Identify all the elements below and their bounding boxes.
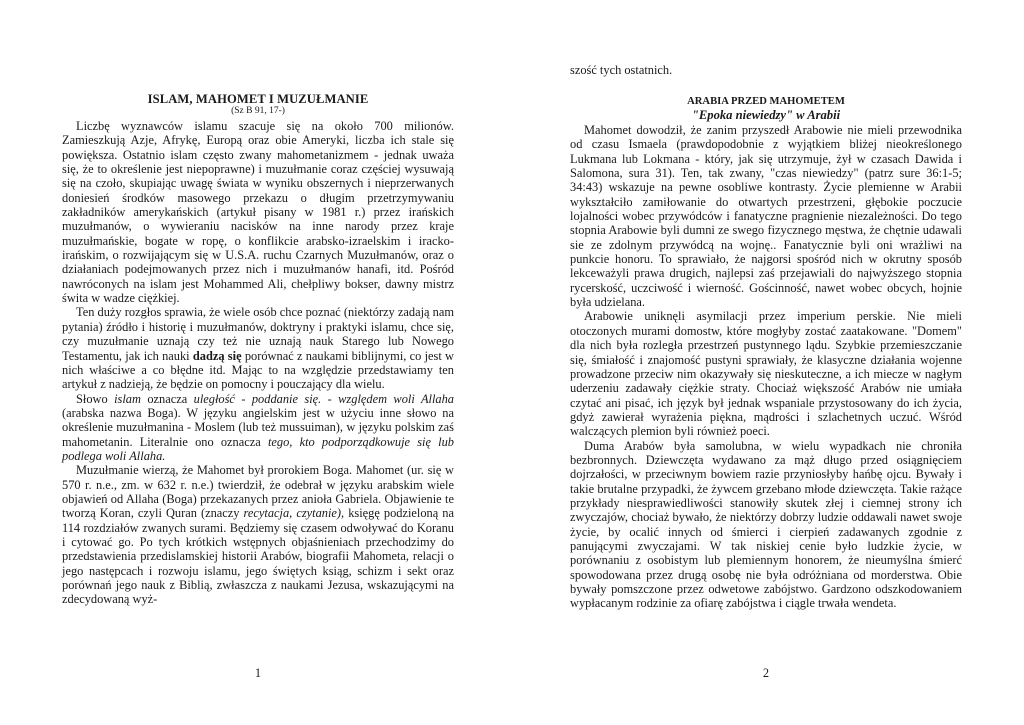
article-title: ISLAM, MAHOMET I MUZUŁMANIE bbox=[147, 92, 369, 106]
paragraph: Muzułmanie wierzą, że Mahomet był prorokiem Boga. Mahomet (ur. się w 570 r. n.e., zm. w 632 r. n.e.) twierdził, że odebrał w języku arabskim wiele objawień od Allaha (Boga) przekazanych przez anioła Gabriela. Objawienie te tworzą Koran, czyli Quran (znaczy recytacja, czytanie), księgę podzieloną na 114 rozdziałów zwanych surami. Będziemy się czasem odwoływać do Koranu i cytować go. Po tych krótkich wstępnych objaśnieniach przechodzimy do przedstawienia przedislamskiej historii Arabów, biografii Mahometa, relacji o jego następcach i rozwoju islamu, jego świętych ksiąg, schizm i sekt oraz porównań jego nauk z Biblią, zwłaszcza z naukami Jezusa, wskazującymi na zdecydowaną wyż- bbox=[62, 463, 454, 607]
right-column-text bbox=[570, 123, 962, 611]
continued-line: szość tych ostatnich. bbox=[570, 63, 673, 77]
section-subtitle: "Epoka niewiedzy" w Arabii bbox=[691, 108, 841, 122]
article-reference: (Sz B 91, 17-) bbox=[231, 106, 285, 116]
section-title: ARABIA PRZED MAHOMETEM bbox=[687, 96, 845, 107]
paragraph: Duma Arabów była samolubna, w wielu wypadkach nie chroniła bezbronnych. Dziewczęta wydawano za mąż długo przed osiągnięciem dojrzałości, w przeciwnym bowiem razie przyniosłyby hańbę ojcu. Bywały i takie brutalne przypadki, że żywcem grzebano młode dziewczęta. Takie rażące przykłady niesprawiedliwości stanowiły skutek złej i ciemnej strony ich zwyczajów, chociaż bywało, że niektórzy dobrzy ludzie oddawali nawet swoje życie, by ocalić innych od śmierci i cierpień zadawanych zgodnie z panującymi zwyczajami. W tak niskiej cenie było ludzkie życie, w porównaniu z osobistym lub plemiennym honorem, że nieumyślna śmierć spowodowana przez drugą osobę nie była odróżniana od morderstwa. Obie bywały pomszczone przez odwetowe zabójstwo. Gardzono odszkodowaniem wypłacanym rodzinie za ofiarę zabójstwa i ciągle trwała wendeta. bbox=[570, 438, 962, 611]
paragraph: Ten duży rozgłos sprawia, że wiele osób chce poznać (niektórzy zadają nam pytania) źródło i historię i muzułmanów, doktryny i praktyki islamu, chce się, czy muzułmanie uznają czy też nie uznają nauk Starego lub Nowego Testamentu, jak ich nauki dadzą się porównać z naukami biblijnymi, co jest w nich właściwe a co błędne itd. Mając to na względzie przedstawiamy ten artykuł z nadzieją, że będzie on pomocny i pouczający dla wielu. bbox=[62, 305, 454, 392]
paragraph: Arabowie uniknęli asymilacji przez imperium perskie. Nie mieli otoczonych murami domostw, które mogłyby zostać zaatakowane. "Domem" dla nich była rozległa przestrzeń pustynnego lądu. Szybkie przemieszczanie się, śmiałość i znajomość pustyni sprawiały, że klasyczne działania wojenne prowadzone przeciw nim okazywały się nieskuteczne, a ich miecze w nagłym uderzeniu zadawały ciężkie straty. Chociaż większość Arabów nie umiała czytać ani pisać, ich język był jednak wspaniale przystosowany do ich życia, gdyż zawierał wyrażenia piękna, mądrości i szlachetnych uczuć. Wśród walczących plemion byli również poeci. bbox=[570, 309, 962, 439]
paragraph: Liczbę wyznawców islamu szacuje się na około 700 milionów. Zamieszkują Azje, Afrykę, Europą oraz obie Ameryki, liczba ich stale się powiększa. Ostatnio islam często zwany mahometanizmem - jednak uważa się, że to określenie jest niepoprawne) i muzułmanie coraz częściej wysuwają się na czoło, skupiając uwagę świata w wyniku obszernych i nieprzerwanych doniesień środków masowego przekazu o długim przetrzymywaniu zakładników amerykańskich (artykuł pisany w 1981 r.) przez irańskich muzułmanów, o wywieraniu nacisków na inne narody przez kraje muzułmańskie, bogate w ropę, o konflikcie arabsko-izraelskim i iracko-irańskim, o rozwijającym się w U.S.A. ruchu Czarnych Muzułmanów, oraz o działaniach podejmowanych przez nich i muzułmanów hanafi, itd. Pośród nawróconych na islam jest Mohammed Ali, chełpliwy bokser, dawny mistrz świta w wadze ciężkiej. bbox=[62, 119, 454, 306]
paragraph: Słowo islam oznacza uległość - poddanie się. - względem woli Allaha (arabska nazwa Boga). W języku angielskim jest w użyciu inne słowo na określenie muzułmanina - Moslem (lub też mussuiman), w języku polskim zaś mahometanin. Literalnie ono oznacza tego, kto podporządkowuje się lub podlega woli Allaha. bbox=[62, 391, 454, 463]
right-page bbox=[570, 0, 962, 725]
left-column-text bbox=[62, 119, 454, 607]
paragraph: Mahomet dowodził, że zanim przyszedł Arabowie nie mieli przewodnika od czasu Ismaela (prawdopodobnie z wyjątkiem bliżej nieokreślonego Lukmana lub Lokmana - który, jak się utrzymuje, żył w czasach Dawida i Salomona, sura 31). Ten, tak zwany, "czas niewiedzy" (patrz sure 36:1-5; 34:43) wskazuje na pewne osobliwe kontrasty. Życie plemienne w Arabii wykształciło zamiłowanie do otwartych przestrzeni, głębokie poczucie lojalności wobec przywódców i fanatyczne pragnienie niezależności. Do tego stopnia Arabowie byli dumni ze swego fizycznego męstwa, że chętnie udawali sie ze zdolnym przywódcą na wojnę.. Fanatycznie byli oni wrażliwi na punkcie honoru. To sprawiało, że najgorsi spośród nich w okrutny sposób lekceważyli prawa drugich, najlepsi zaś przejawiali do najwyższego stopnia rycerskość, uczciwość i wierność. Gościnność, nawet wobec obcych, hojnie była udzielana. bbox=[570, 123, 962, 310]
left-page bbox=[62, 0, 454, 725]
page-number: 2 bbox=[762, 666, 770, 680]
page-number: 1 bbox=[254, 666, 262, 680]
